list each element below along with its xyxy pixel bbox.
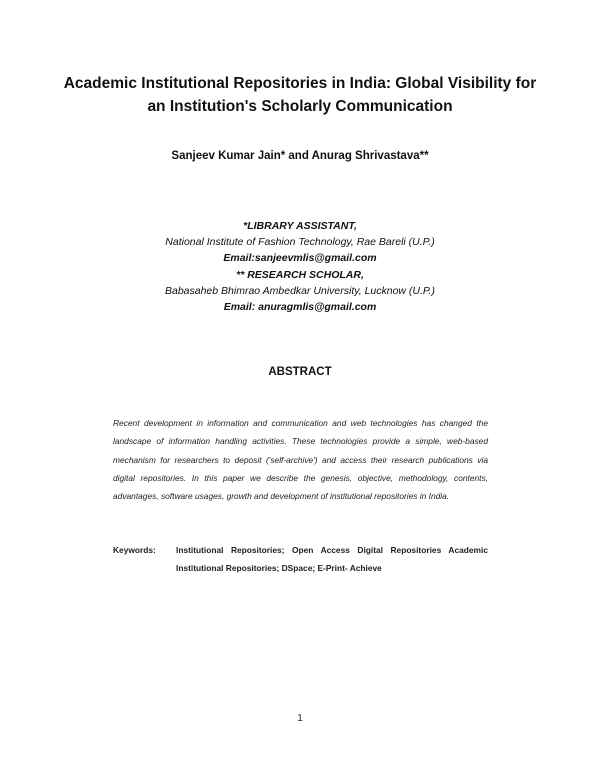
first-author-institution: National Institute of Fashion Technology, Rae Bareli (U.P.)	[165, 236, 435, 249]
keywords-text: Institutional Repositories; Open Access Digital Repositories Academic Institutional Repositories; DSpace; E-Print- Achieve	[176, 545, 488, 573]
title-line-2: an Institution's Scholarly Communication	[147, 98, 453, 115]
first-author-email: Email:sanjeevmlis@gmail.com	[223, 252, 377, 265]
affiliations	[40, 218, 560, 315]
title-line-1: Academic Institutional Repositories in India: Global Visibility for	[63, 75, 537, 92]
second-author-institution: Babasaheb Bhimrao Ambedkar University, Lucknow (U.P.)	[164, 284, 435, 297]
author-list: Sanjeev Kumar Jain* and Anurag Shrivastava**	[171, 150, 429, 162]
first-author-role: *LIBRARY ASSISTANT,	[243, 220, 357, 232]
paper-title	[40, 72, 560, 118]
abstract-body: Recent development in information and communication and web technologies has changed the landscape of information handling activities. These technologies provide a simple, web-based mechanism for researchers to deposit ('self-archive') and access their research publications via digital repositories. In this paper we describe the genesis, objective, methodology, contents, advantages, software usages, growth and development of institutional repositories in India.	[113, 418, 488, 502]
second-author-email: Email: anuragmlis@gmail.com	[223, 301, 377, 314]
second-author-role: ** RESEARCH SCHOLAR,	[236, 268, 364, 281]
abstract-heading: ABSTRACT	[268, 366, 332, 378]
page-number: 1	[297, 713, 303, 724]
keywords-label: Keywords:	[113, 545, 156, 555]
